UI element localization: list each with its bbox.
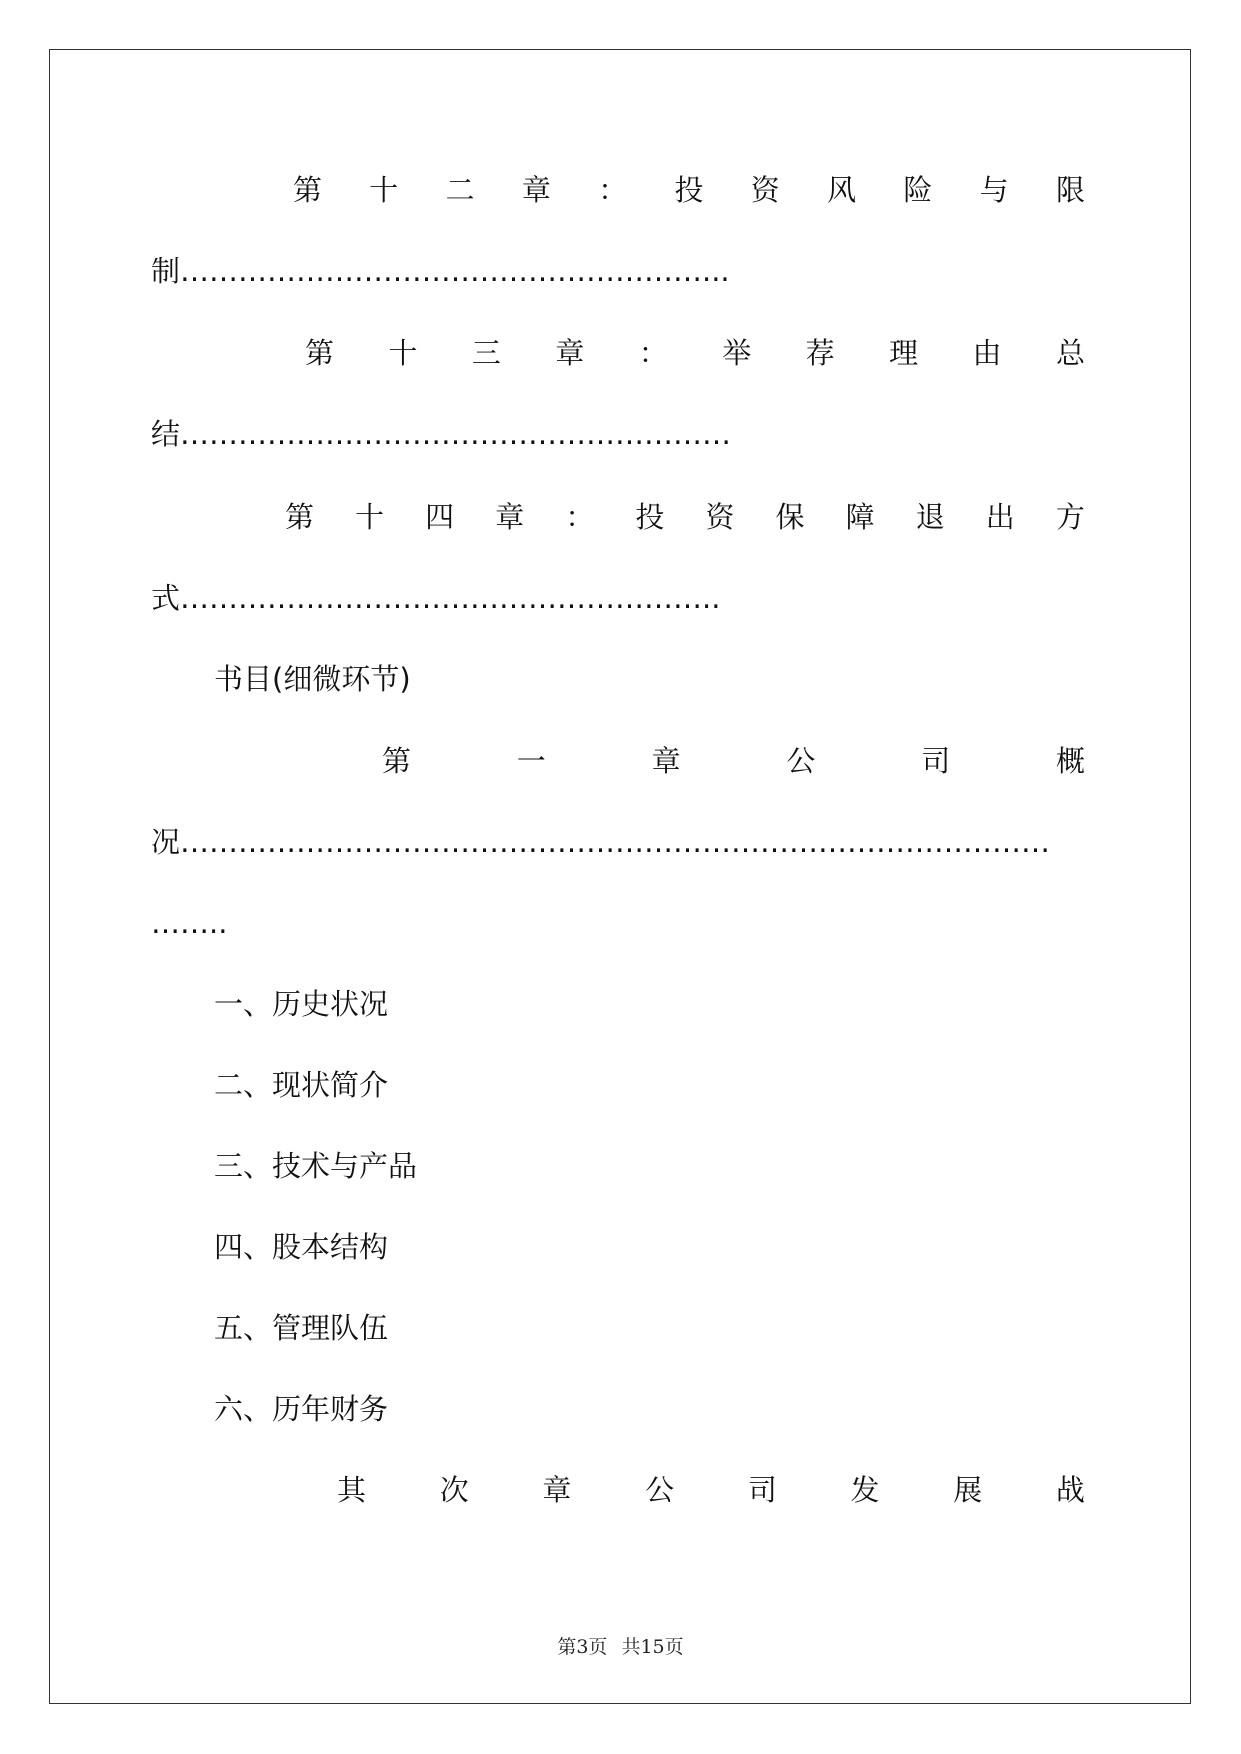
toc-char: 十 bbox=[369, 173, 399, 207]
toc-ch1-item: 三、技术与产品 bbox=[214, 1149, 418, 1183]
toc-char: 章 bbox=[555, 336, 585, 370]
toc-ch1-leader: 况……………………………………………………………………………… bbox=[151, 825, 1051, 859]
toc-char: 十 bbox=[355, 500, 385, 534]
toc-char: 第 bbox=[293, 173, 323, 207]
page-border bbox=[49, 49, 1191, 1704]
toc-ch14-heading bbox=[285, 497, 1085, 537]
toc-ch1-leader-cont: …….. bbox=[151, 906, 228, 940]
toc-char: ： bbox=[638, 336, 668, 370]
toc-ch14-leader: 式……………………………………………….. bbox=[151, 581, 721, 615]
toc-char: 荐 bbox=[805, 336, 835, 370]
toc-char: 章 bbox=[521, 173, 551, 207]
toc-ch13-heading bbox=[305, 333, 1085, 373]
toc-char: ： bbox=[598, 173, 628, 207]
toc-char: 司 bbox=[747, 1473, 777, 1507]
page-footer bbox=[0, 1632, 1241, 1659]
toc-char: 第 bbox=[382, 744, 412, 778]
toc-char: 公 bbox=[645, 1473, 675, 1507]
toc-char: 险 bbox=[903, 173, 933, 207]
toc-ch1-heading bbox=[382, 741, 1085, 781]
toc-char: 次 bbox=[439, 1473, 469, 1507]
toc-char: 战 bbox=[1055, 1473, 1085, 1507]
toc-ch12-heading bbox=[293, 170, 1085, 210]
toc-ch2-heading bbox=[337, 1470, 1085, 1510]
toc-char: 四 bbox=[425, 500, 455, 534]
toc-char: ： bbox=[565, 500, 595, 534]
toc-char: 限 bbox=[1055, 173, 1085, 207]
toc-char: 投 bbox=[635, 500, 665, 534]
toc-char: 方 bbox=[1055, 500, 1085, 534]
toc-ch1-item: 五、管理队伍 bbox=[214, 1311, 389, 1345]
page-number: 第3页 bbox=[557, 1636, 608, 1658]
toc-char: 退 bbox=[915, 500, 945, 534]
toc-char: 资 bbox=[750, 173, 780, 207]
toc-ch12-leader: 制………………………………………………... bbox=[151, 254, 730, 288]
toc-char: 理 bbox=[889, 336, 919, 370]
toc-char: 一 bbox=[516, 744, 546, 778]
toc-char: 与 bbox=[979, 173, 1009, 207]
toc-char: 障 bbox=[845, 500, 875, 534]
toc-char: 发 bbox=[850, 1473, 880, 1507]
toc-char: 由 bbox=[972, 336, 1002, 370]
toc-char: 第 bbox=[305, 336, 335, 370]
toc-char: 章 bbox=[542, 1473, 572, 1507]
toc-char: 司 bbox=[921, 744, 951, 778]
toc-char: 举 bbox=[722, 336, 752, 370]
toc-ch1-item: 二、现状简介 bbox=[214, 1068, 389, 1102]
toc-char: 保 bbox=[775, 500, 805, 534]
toc-ch1-item: 四、股本结构 bbox=[214, 1230, 389, 1264]
toc-char: 十 bbox=[388, 336, 418, 370]
toc-char: 公 bbox=[786, 744, 816, 778]
toc-char: 三 bbox=[471, 336, 501, 370]
toc-detail-heading: 书目(细微环节) bbox=[214, 662, 411, 696]
toc-char: 章 bbox=[495, 500, 525, 534]
toc-char: 第 bbox=[285, 500, 315, 534]
toc-char: 展 bbox=[953, 1473, 983, 1507]
toc-char: 其 bbox=[337, 1473, 367, 1507]
toc-char: 资 bbox=[705, 500, 735, 534]
toc-char: 投 bbox=[674, 173, 704, 207]
toc-ch1-item: 六、历年财务 bbox=[214, 1392, 389, 1426]
toc-char: 出 bbox=[985, 500, 1015, 534]
toc-char: 概 bbox=[1055, 744, 1085, 778]
toc-char: 二 bbox=[445, 173, 475, 207]
toc-ch13-leader: 结………………………………………………… bbox=[151, 417, 732, 451]
toc-ch1-item: 一、历史状况 bbox=[214, 987, 389, 1021]
toc-char: 风 bbox=[827, 173, 857, 207]
page-total: 共15页 bbox=[621, 1636, 684, 1658]
toc-char: 总 bbox=[1055, 336, 1085, 370]
toc-char: 章 bbox=[651, 744, 681, 778]
